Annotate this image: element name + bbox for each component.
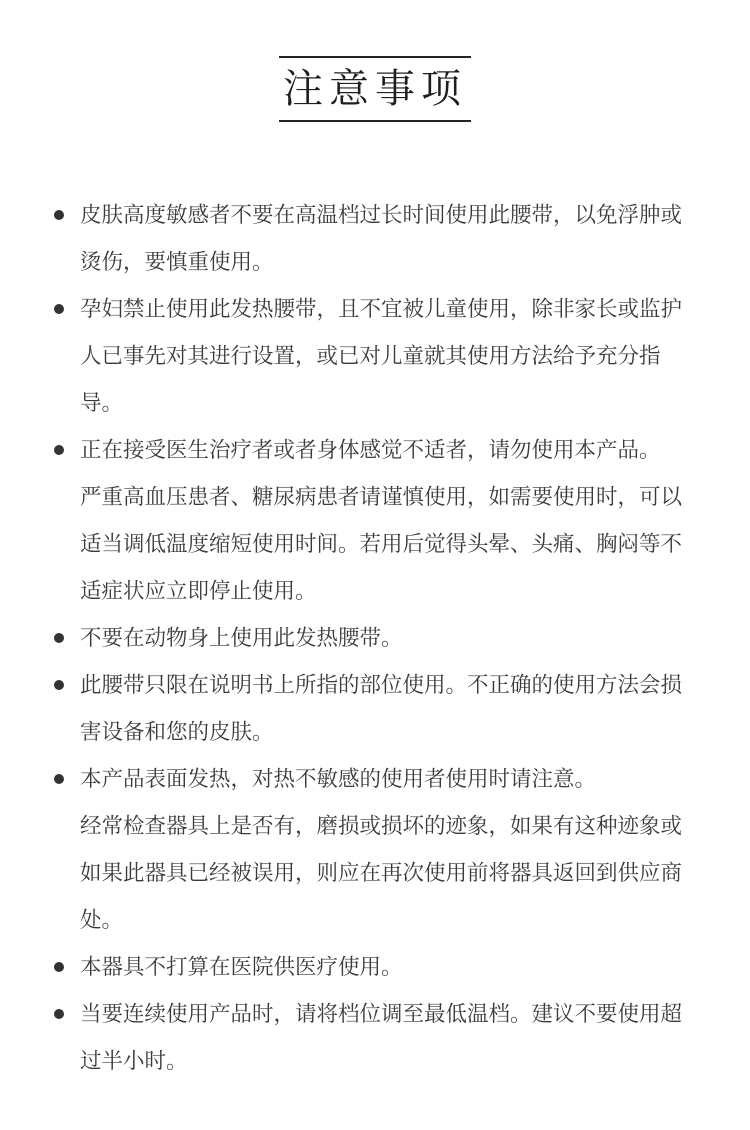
list-item: [0, 662, 750, 756]
note-text: 正在接受医生治疗者或者身体感觉不适者，请勿使用本产品。: [80, 438, 661, 463]
list-item: [0, 991, 750, 1085]
note-text: 经常检查器具上是否有，磨损或损坏的迹象，如果有这种迹象或如果此器具已经被误用，则应在再次使用前将器具返回到供应商处。: [80, 814, 683, 933]
note-text: 当要连续使用产品时，请将档位调至最低温档。建议不要使用超过半小时。: [80, 1002, 683, 1074]
note-text: 此腰带只限在说明书上所指的部位使用。不正确的使用方法会损害设备和您的皮肤。: [80, 673, 683, 745]
list-item: [0, 427, 750, 615]
precautions-list: [0, 192, 750, 1085]
bullet-icon: [54, 445, 64, 455]
page-title: 注意事项: [279, 56, 471, 122]
note-text: 本产品表面发热，对热不敏感的使用者使用时请注意。: [80, 767, 597, 792]
bullet-icon: [54, 774, 64, 784]
list-item: [0, 756, 750, 944]
title-wrapper: [0, 56, 750, 122]
bullet-icon: [54, 210, 64, 220]
note-text: 本器具不打算在医院供医疗使用。: [80, 955, 403, 980]
list-item: [0, 192, 750, 286]
list-item: [0, 615, 750, 662]
bullet-icon: [54, 680, 64, 690]
note-text: 严重高血压患者、糖尿病患者请谨慎使用，如需要使用时，可以适当调低温度缩短使用时间。若用后觉得头晕、头痛、胸闷等不适症状应立即停止使用。: [80, 485, 683, 604]
bullet-icon: [54, 962, 64, 972]
bullet-icon: [54, 1009, 64, 1019]
note-text: 皮肤高度敏感者不要在高温档过长时间使用此腰带，以免浮肿或烫伤，要慎重使用。: [80, 203, 683, 275]
list-item: [0, 286, 750, 427]
note-text: 孕妇禁止使用此发热腰带，且不宜被儿童使用，除非家长或监护人已事先对其进行设置，或已对儿童就其使用方法给予充分指导。: [80, 297, 683, 416]
bullet-icon: [54, 304, 64, 314]
note-text: 不要在动物身上使用此发热腰带。: [80, 626, 403, 651]
list-item: [0, 944, 750, 991]
bullet-icon: [54, 633, 64, 643]
